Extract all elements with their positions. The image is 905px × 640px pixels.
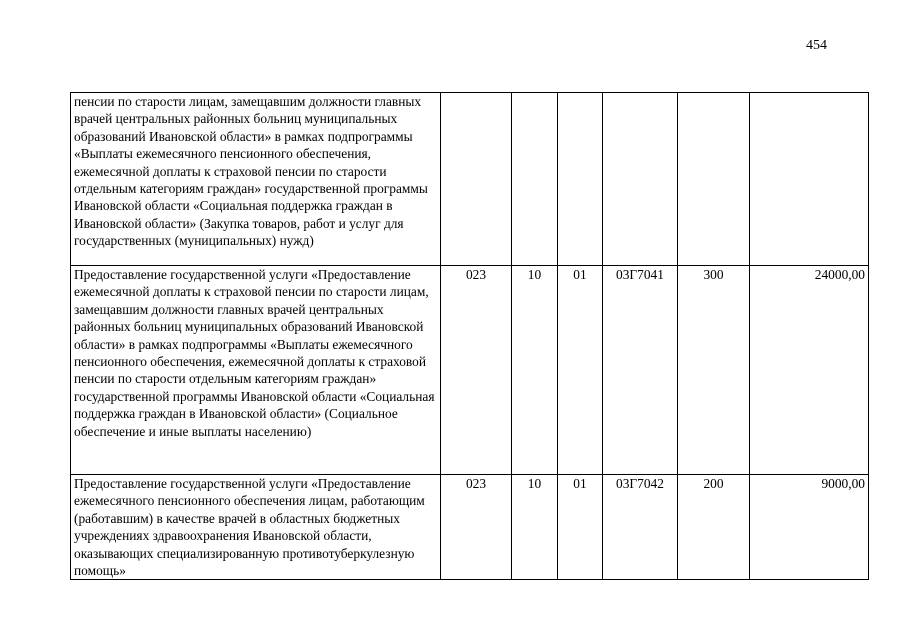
ministry-code [441,93,512,266]
amount: 24000,00 [750,266,869,475]
row-description: пенсии по старости лицам, замещавшим должности главных врачей центральных районных больниц муниципальных образований Ивановской области» в рамках подпрограммы «Выплаты ежемесячного пенсионного обеспечения, ежемесячной доплаты к страховой пенсии по старости отдельным категориям граждан» государственной программы Ивановской области «Социальная поддержка граждан в Ивановской области» (Закупка товаров, работ и услуг для государственных (муниципальных) нужд) [71,93,441,266]
target-article-code: 03Г7042 [603,475,678,580]
table-row [71,475,869,580]
budget-table [70,92,869,580]
table-row [71,93,869,266]
ministry-code: 023 [441,266,512,475]
ministry-code: 023 [441,475,512,580]
subsection-code: 01 [558,475,603,580]
section-code: 10 [512,475,558,580]
section-code [512,93,558,266]
target-article-code: 03Г7041 [603,266,678,475]
subsection-code [558,93,603,266]
table-row [71,266,869,475]
subsection-code: 01 [558,266,603,475]
expense-type-code: 200 [678,475,750,580]
expense-type-code [678,93,750,266]
expense-type-code: 300 [678,266,750,475]
row-description: Предоставление государственной услуги «Предоставление ежемесячного пенсионного обеспечения лицам, работающим (работавшим) в качестве врачей в областных бюджетных учреждениях здравоохранения Ивановской области, оказывающих специализированную противотуберкулезную помощь» [71,475,441,580]
target-article-code [603,93,678,266]
row-description: Предоставление государственной услуги «Предоставление ежемесячной доплаты к страховой пенсии по старости лицам, замещавшим должности главных врачей центральных районных больниц муниципальных образований Ивановской области» в рамках подпрограммы «Выплаты ежемесячного пенсионного обеспечения, ежемесячной доплаты к страховой пенсии по старости отдельным категориям граждан» государственной программы Ивановской области «Социальная поддержка граждан в Ивановской области» (Социальное обеспечение и иные выплаты населению) [71,266,441,475]
amount [750,93,869,266]
page-number: 454 [806,38,827,53]
amount: 9000,00 [750,475,869,580]
section-code: 10 [512,266,558,475]
